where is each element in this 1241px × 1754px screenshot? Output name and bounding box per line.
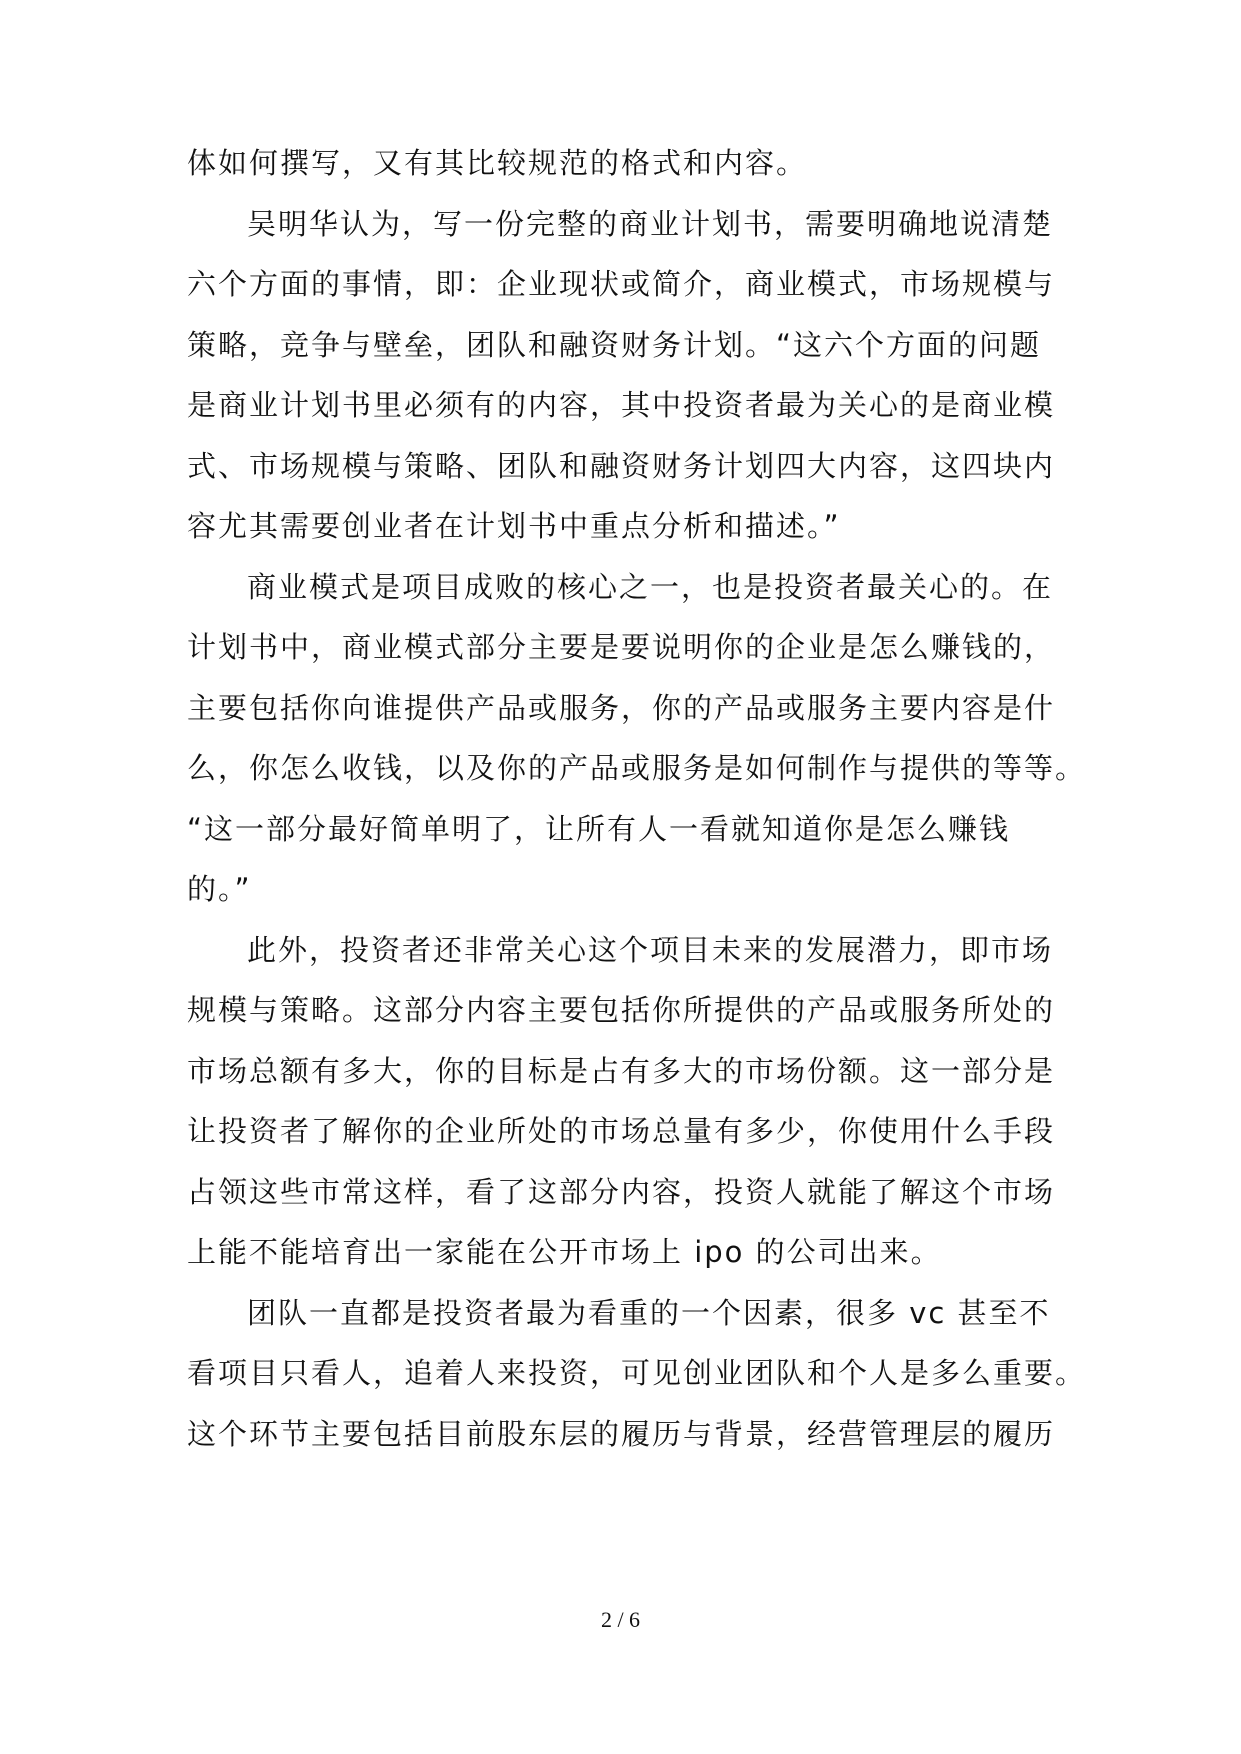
text-line: 占领这些市常这样，看了这部分内容，投资人就能了解这个市场 (187, 1175, 1056, 1209)
text-line: 吴明华认为，写一份完整的商业计划书，需要明确地说清楚 (247, 207, 1054, 241)
text-line: 上能不能培育出一家能在公开市场上 ipo 的公司出来。 (187, 1235, 942, 1269)
text-line: 计划书中，商业模式部分主要是要说明你的企业是怎么赚钱的， (187, 630, 1056, 664)
text-line: “这一部分最好简单明了，让所有人一看就知道你是怎么赚钱 (187, 812, 1011, 846)
text-line: 容尤其需要创业者在计划书中重点分析和描述。” (187, 509, 841, 543)
text-line: 主要包括你向谁提供产品或服务，你的产品或服务主要内容是什 (187, 691, 1056, 725)
text-line: 策略，竞争与壁垒，团队和融资财务计划。“这六个方面的问题 (187, 328, 1042, 362)
text-line: 是商业计划书里必须有的内容，其中投资者最为关心的是商业模 (187, 388, 1056, 422)
page-number: 2 / 6 (600, 1607, 641, 1632)
text-line: 这个环节主要包括目前股东层的履历与背景，经营管理层的履历 (187, 1417, 1056, 1451)
text-line: 么，你怎么收钱，以及你的产品或服务是如何制作与提供的等等。 (187, 751, 1087, 785)
text-line: 商业模式是项目成败的核心之一，也是投资者最关心的。在 (247, 570, 1054, 604)
text-line: 让投资者了解你的企业所处的市场总量有多少，你使用什么手段 (187, 1114, 1056, 1148)
text-line: 看项目只看人，追着人来投资，可见创业团队和个人是多么重要。 (187, 1356, 1087, 1390)
text-line: 的。” (187, 872, 252, 906)
text-line: 体如何撰写，又有其比较规范的格式和内容。 (187, 146, 808, 180)
text-line: 规模与策略。这部分内容主要包括你所提供的产品或服务所处的 (187, 993, 1056, 1027)
text-line: 式、市场规模与策略、团队和融资财务计划四大内容，这四块内 (187, 449, 1056, 483)
text-line: 市场总额有多大，你的目标是占有多大的市场份额。这一部分是 (187, 1054, 1056, 1088)
text-line: 六个方面的事情，即：企业现状或简介，商业模式，市场规模与 (187, 267, 1056, 301)
text-line: 此外，投资者还非常关心这个项目未来的发展潜力，即市场 (247, 933, 1054, 967)
text-line: 团队一直都是投资者最为看重的一个因素，很多 vc 甚至不 (247, 1296, 1051, 1330)
